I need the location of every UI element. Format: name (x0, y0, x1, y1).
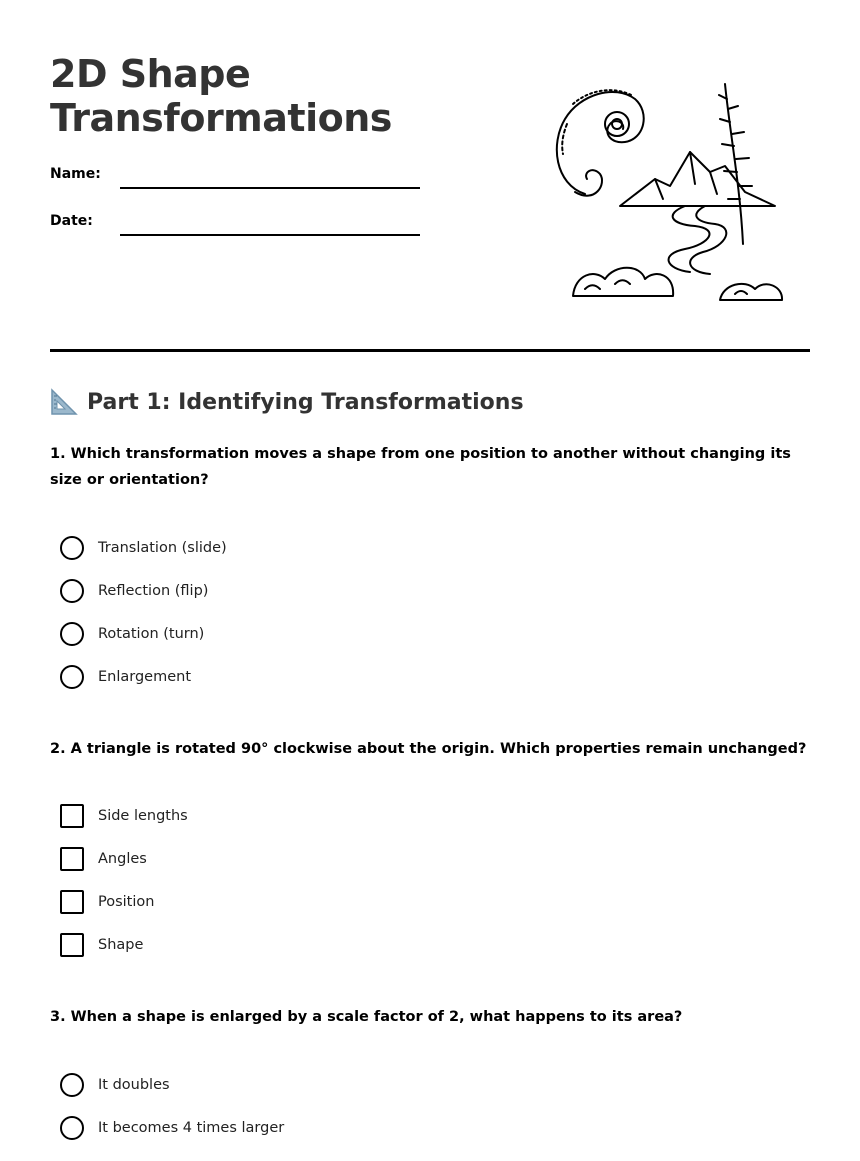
question-3-text: 3. When a shape is enlarged by a scale factor of 2, what happens to its area? (50, 1009, 683, 1025)
question-1-option-2[interactable] (60, 578, 208, 604)
radio-button[interactable] (60, 579, 84, 603)
question-2-option-3[interactable] (60, 889, 154, 915)
radio-button[interactable] (60, 665, 84, 689)
option-label: Translation (slide) (98, 540, 227, 556)
date-input-line[interactable] (120, 233, 420, 236)
question-2-text: 2. A triangle is rotated 90° clockwise about the origin. Which properties remain unchanged? (50, 741, 807, 757)
option-label: Position (98, 894, 155, 910)
option-label: Shape (98, 937, 144, 953)
question-1-option-1[interactable] (60, 535, 227, 561)
radio-button[interactable] (60, 1073, 84, 1097)
title-line-2: Transformations (50, 96, 392, 140)
date-label: Date: (50, 213, 93, 229)
option-label: Side lengths (98, 808, 188, 824)
section-title: Part 1: Identifying Transformations (87, 389, 524, 415)
checkbox[interactable] (60, 890, 84, 914)
option-label: It becomes 4 times larger (98, 1120, 285, 1136)
radio-button[interactable] (60, 622, 84, 646)
question-3-option-1[interactable] (60, 1072, 170, 1098)
question-3-option-2[interactable] (60, 1115, 284, 1141)
option-label: Enlargement (98, 669, 192, 685)
section-header-part-1 (50, 388, 524, 416)
worksheet-title (50, 52, 392, 140)
set-square-ruler-icon (50, 388, 78, 416)
question-2-option-4[interactable] (60, 932, 143, 958)
option-label: Reflection (flip) (98, 583, 209, 599)
option-label: Rotation (turn) (98, 626, 205, 642)
name-field (50, 166, 120, 182)
date-field (50, 213, 120, 229)
checkbox[interactable] (60, 804, 84, 828)
koru-landscape-illustration-icon (545, 74, 790, 310)
question-1-option-4[interactable] (60, 664, 191, 690)
checkbox[interactable] (60, 933, 84, 957)
name-input-line[interactable] (120, 186, 420, 189)
header-divider (50, 349, 810, 352)
name-label: Name: (50, 166, 101, 182)
radio-button[interactable] (60, 1116, 84, 1140)
title-line-1: 2D Shape (50, 52, 251, 96)
radio-button[interactable] (60, 536, 84, 560)
question-2-option-2[interactable] (60, 846, 147, 872)
checkbox[interactable] (60, 847, 84, 871)
option-label: Angles (98, 851, 147, 867)
question-1-text: 1. Which transformation moves a shape from one position to another without changing its size or orientation? (50, 446, 791, 488)
option-label: It doubles (98, 1077, 170, 1093)
question-2-option-1[interactable] (60, 803, 188, 829)
question-1-option-3[interactable] (60, 621, 204, 647)
